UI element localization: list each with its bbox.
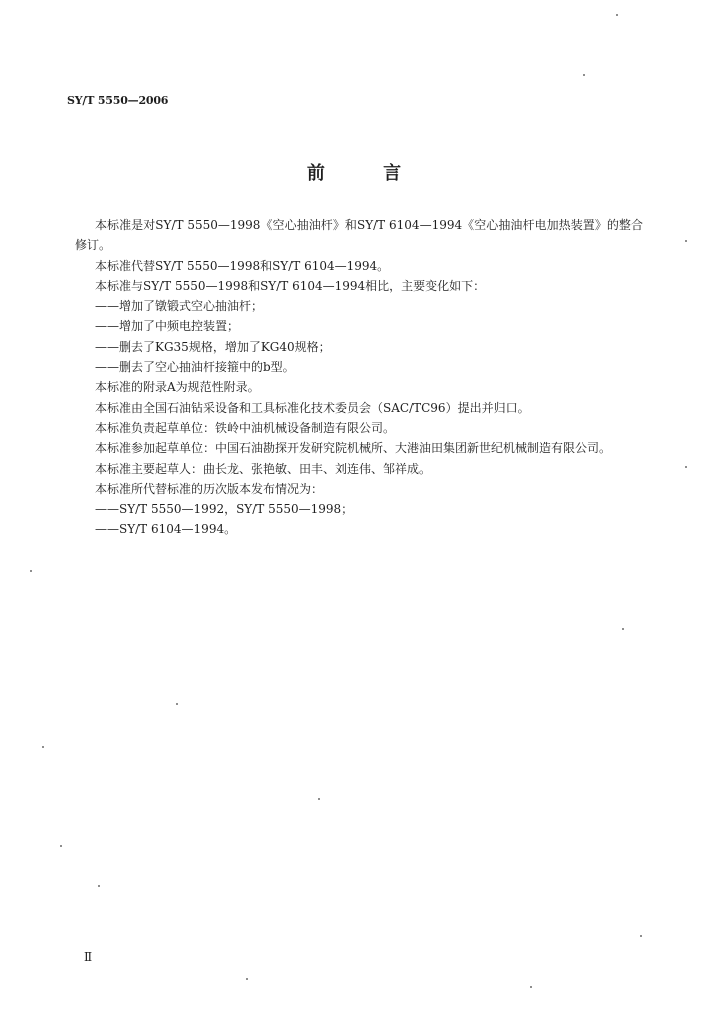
paragraph: 本标准代替SY/T 5550—1998和SY/T 6104—1994。 <box>95 258 390 273</box>
history-item: ——SY/T 6104—1994。 <box>95 522 237 537</box>
paragraph: 本标准所代替标准的历次版本发布情况为： <box>95 481 324 496</box>
scan-speck <box>583 74 585 76</box>
paragraph: 本标准参加起草单位：中国石油勘探开发研究院机械所、大港油田集团新世纪机械制造有限公司。 <box>95 441 612 456</box>
paragraph: 本标准负责起草单位：铁岭中油机械设备制造有限公司。 <box>95 420 396 435</box>
scan-speck <box>60 845 62 847</box>
scan-speck <box>30 570 32 572</box>
scan-speck <box>530 986 532 988</box>
page-title: 前 言 <box>306 163 428 184</box>
scan-speck <box>616 14 618 16</box>
scan-speck <box>98 885 100 887</box>
paragraph: 本标准的附录A为规范性附录。 <box>95 380 260 395</box>
foreword-body <box>75 215 643 540</box>
paragraph: 本标准主要起草人：曲长龙、张艳敏、田丰、刘连伟、邹祥成。 <box>95 461 432 476</box>
scan-speck <box>640 935 642 937</box>
page-number: Ⅱ <box>84 950 93 964</box>
change-item: ——删去了KG35规格，增加了KG40规格； <box>95 339 331 354</box>
paragraph: 本标准与SY/T 5550—1998和SY/T 6104—1994相比，主要变化如下： <box>95 278 486 293</box>
change-item: ——增加了中频电控装置； <box>95 319 240 334</box>
standard-code: SY/T 5550—2006 <box>67 94 169 107</box>
scan-speck <box>622 628 624 630</box>
scan-speck <box>246 978 248 980</box>
scan-speck <box>318 798 320 800</box>
paragraph: 本标准是对SY/T 5550—1998《空心抽油杆》和SY/T 6104—1994《空心抽油杆电加热装置》的整合修订。 <box>75 218 643 253</box>
scan-speck <box>42 746 44 748</box>
paragraph: 本标准由全国石油钻采设备和工具标准化技术委员会（SAC/TC96）提出并归口。 <box>95 400 530 415</box>
scan-speck <box>685 240 687 242</box>
change-item: ——删去了空心抽油杆接箍中的b型。 <box>95 360 295 375</box>
scan-speck <box>685 466 687 468</box>
scan-speck <box>176 703 178 705</box>
change-item: ——增加了镦锻式空心抽油杆； <box>95 299 264 314</box>
history-item: ——SY/T 5550—1992，SY/T 5550—1998； <box>95 502 354 517</box>
